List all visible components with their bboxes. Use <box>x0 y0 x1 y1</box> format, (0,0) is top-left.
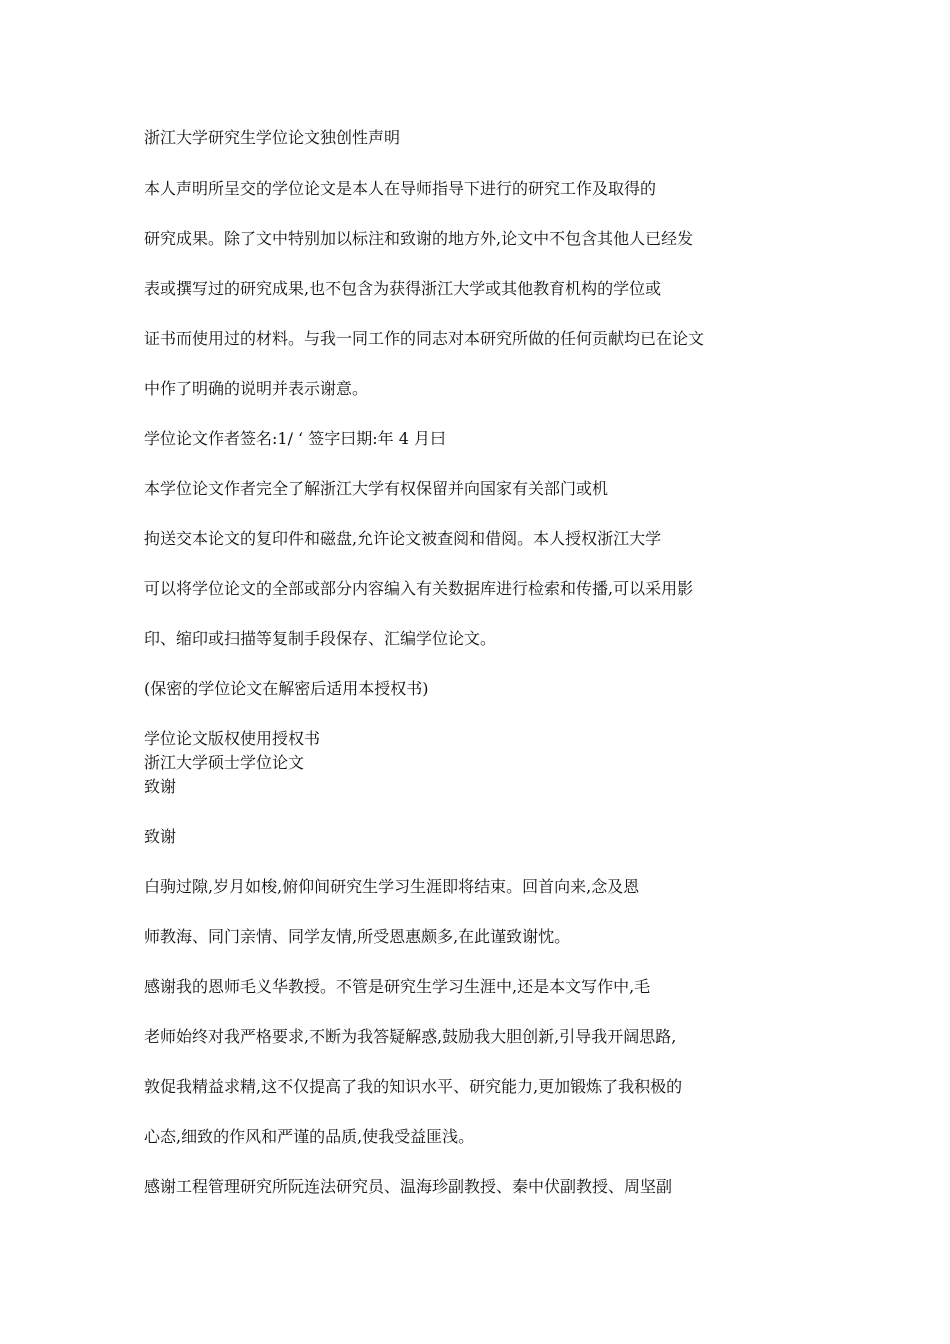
authorization-text-line: 印、缩印或扫描等复制手段保存、汇编学位论文。 <box>144 629 497 648</box>
authorization-title: 学位论文版权使用授权书 <box>144 729 321 748</box>
acknowledgement-text-line: 心态,细致的作风和严谨的品质,使我受益匪浅。 <box>144 1127 475 1146</box>
confidentiality-note: (保密的学位论文在解密后适用本授权书) <box>144 679 429 698</box>
declaration-text-line: 中作了明确的说明并表示谢意。 <box>144 379 369 398</box>
acknowledgement-text-line: 师教海、同门亲情、同学友情,所受恩惠颇多,在此谨致谢忱。 <box>144 927 571 946</box>
acknowledgement-text-line: 感谢我的恩师毛义华教授。不管是研究生学习生涯中,还是本文写作中,毛 <box>144 977 651 996</box>
declaration-text-line: 研究成果。除了文中特别加以标注和致谢的地方外,论文中不包含其他人已经发 <box>144 229 694 248</box>
authorization-text-line: 本学位论文作者完全了解浙江大学有权保留并向国家有关部门或机 <box>144 479 609 498</box>
acknowledgement-heading: 致谢 <box>144 827 177 846</box>
acknowledgement-text-line: 敦促我精益求精,这不仅提高了我的知识水平、研究能力,更加锻炼了我积极的 <box>144 1077 683 1096</box>
declaration-text-line: 表或撰写过的研究成果,也不包含为获得浙江大学或其他教育机构的学位或 <box>144 279 662 298</box>
declaration-text-line: 本人声明所呈交的学位论文是本人在导师指导下进行的研究工作及取得的 <box>144 179 657 198</box>
running-header-section: 致谢 <box>144 777 177 796</box>
declaration-text-line: 证书而使用过的材料。与我一同工作的同志对本研究所做的任何贡献均已在论文 <box>144 329 705 348</box>
authorization-text-line: 可以将学位论文的全部或部分内容编入有关数据库进行检索和传播,可以采用影 <box>144 579 694 598</box>
acknowledgement-text-line: 白驹过隙,岁月如梭,俯仰间研究生学习生涯即将结束。回首向来,念及恩 <box>144 877 640 896</box>
declaration-title: 浙江大学研究生学位论文独创性声明 <box>144 128 401 147</box>
acknowledgement-text-line: 老师始终对我严格要求,不断为我答疑解惑,鼓励我大胆创新,引导我开阔思路, <box>144 1027 677 1046</box>
authorization-text-line: 拘送交本论文的复印件和磁盘,允许论文被查阅和借阅。本人授权浙江大学 <box>144 529 662 548</box>
acknowledgement-text-line: 感谢工程管理研究所阮连法研究员、温海珍副教授、秦中伏副教授、周坚副 <box>144 1177 673 1196</box>
running-header: 浙江大学硕士学位论文 <box>144 753 305 772</box>
author-signature-line: 学位论文作者签名:1/ ‘ 签字曰期:年 4 月曰 <box>144 429 446 448</box>
